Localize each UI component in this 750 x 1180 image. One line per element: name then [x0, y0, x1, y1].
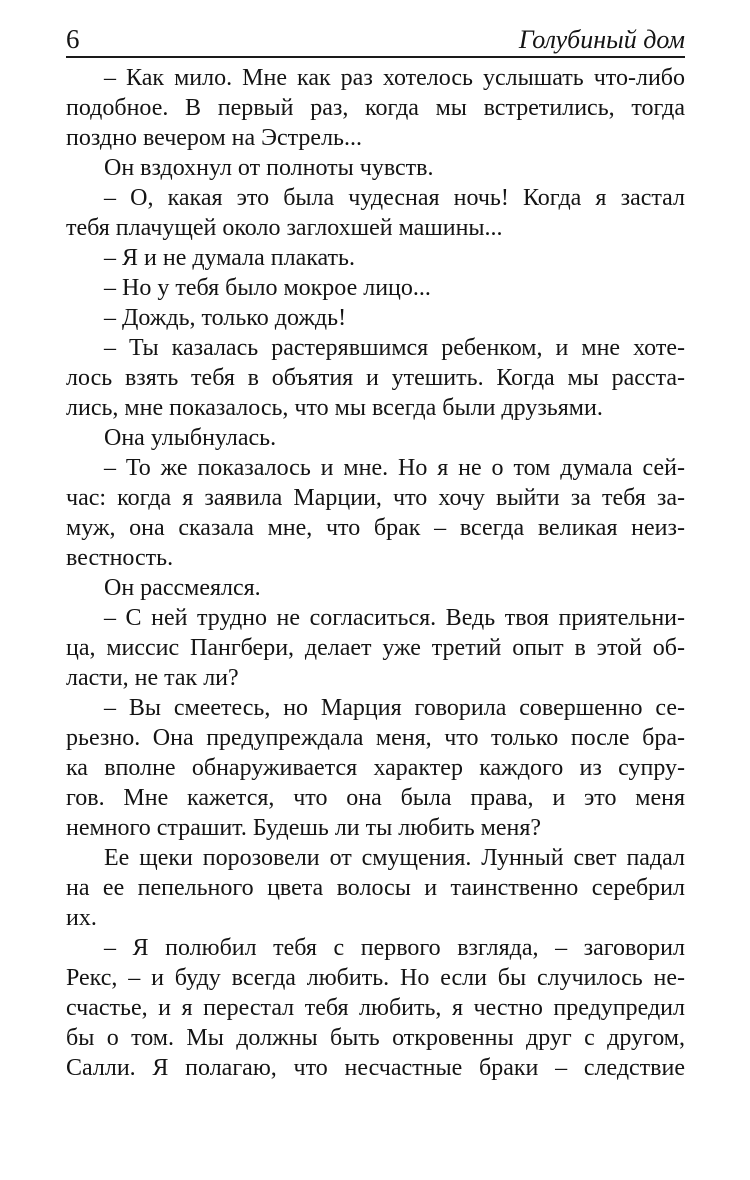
text-line: лись, мне показалось, что мы всегда были друзьями.	[66, 395, 603, 421]
text-line: рьезно. Она предупреждала меня, что только после бра-	[66, 725, 685, 751]
text-line: Он рассмеялся.	[104, 575, 261, 601]
text-line: тебя плачущей около заглохшей машины...	[66, 215, 503, 241]
text-line: бы о том. Мы должны быть откровенны друг с другом,	[66, 1025, 685, 1051]
text-line: – Но у тебя было мокрое лицо...	[104, 275, 431, 301]
text-line: – Я и не думала плакать.	[104, 245, 355, 271]
text-line: лось взять тебя в объятия и утешить. Когда мы расста-	[66, 365, 685, 391]
text-line: – С ней трудно не согласиться. Ведь твоя приятельни-	[104, 605, 685, 631]
text-line: поздно вечером на Эстрель...	[66, 125, 362, 151]
text-line: – Вы смеетесь, но Марция говорила совершенно се-	[104, 695, 685, 721]
text-line: – Я полюбил тебя с первого взгляда, – заговорил	[104, 935, 685, 961]
text-line: счастье, и я перестал тебя любить, я честно предупредил	[66, 995, 685, 1021]
text-line: муж, она сказала мне, что брак – всегда великая неиз-	[66, 515, 685, 541]
page-number: 6	[66, 24, 80, 54]
text-line: Ее щеки порозовели от смущения. Лунный свет падал	[104, 845, 685, 871]
text-line: Салли. Я полагаю, что несчастные браки – следствие	[66, 1055, 685, 1081]
text-line: – То же показалось и мне. Но я не о том думала сей-	[104, 455, 685, 481]
text-line: – Как мило. Мне как раз хотелось услышать что-либо	[104, 65, 685, 91]
text-line: немного страшит. Будешь ли ты любить меня?	[66, 815, 542, 841]
text-line: Рекс, – и буду всегда любить. Но если бы случилось не-	[66, 965, 685, 991]
text-line: ка вполне обнаруживается характер каждого из супру-	[66, 755, 685, 781]
text-line: подобное. В первый раз, когда мы встретились, тогда	[66, 95, 685, 121]
text-line: их.	[66, 905, 97, 931]
text-line: ца, миссис Пангбери, делает уже третий опыт в этой об-	[66, 635, 685, 661]
text-line: – Ты казалась растерявшимся ребенком, и мне хоте-	[104, 335, 685, 361]
text-line: Она улыбнулась.	[104, 425, 277, 451]
text-line: ласти, не так ли?	[66, 665, 239, 691]
text-line: на ее пепельного цвета волосы и таинственно серебрил	[66, 875, 685, 901]
running-title: Голубиный дом	[518, 25, 685, 54]
text-line: – О, какая это была чудесная ночь! Когда я застал	[104, 185, 685, 211]
page-text	[66, 58, 685, 1083]
text-line: вестность.	[66, 545, 174, 571]
text-line: гов. Мне кажется, что она была права, и это меня	[66, 785, 685, 811]
page-header	[66, 0, 685, 58]
text-line: Он вздохнул от полноты чувств.	[104, 155, 434, 181]
text-line: – Дождь, только дождь!	[104, 305, 347, 331]
text-line: час: когда я заявила Марции, что хочу выйти за тебя за-	[66, 485, 685, 511]
